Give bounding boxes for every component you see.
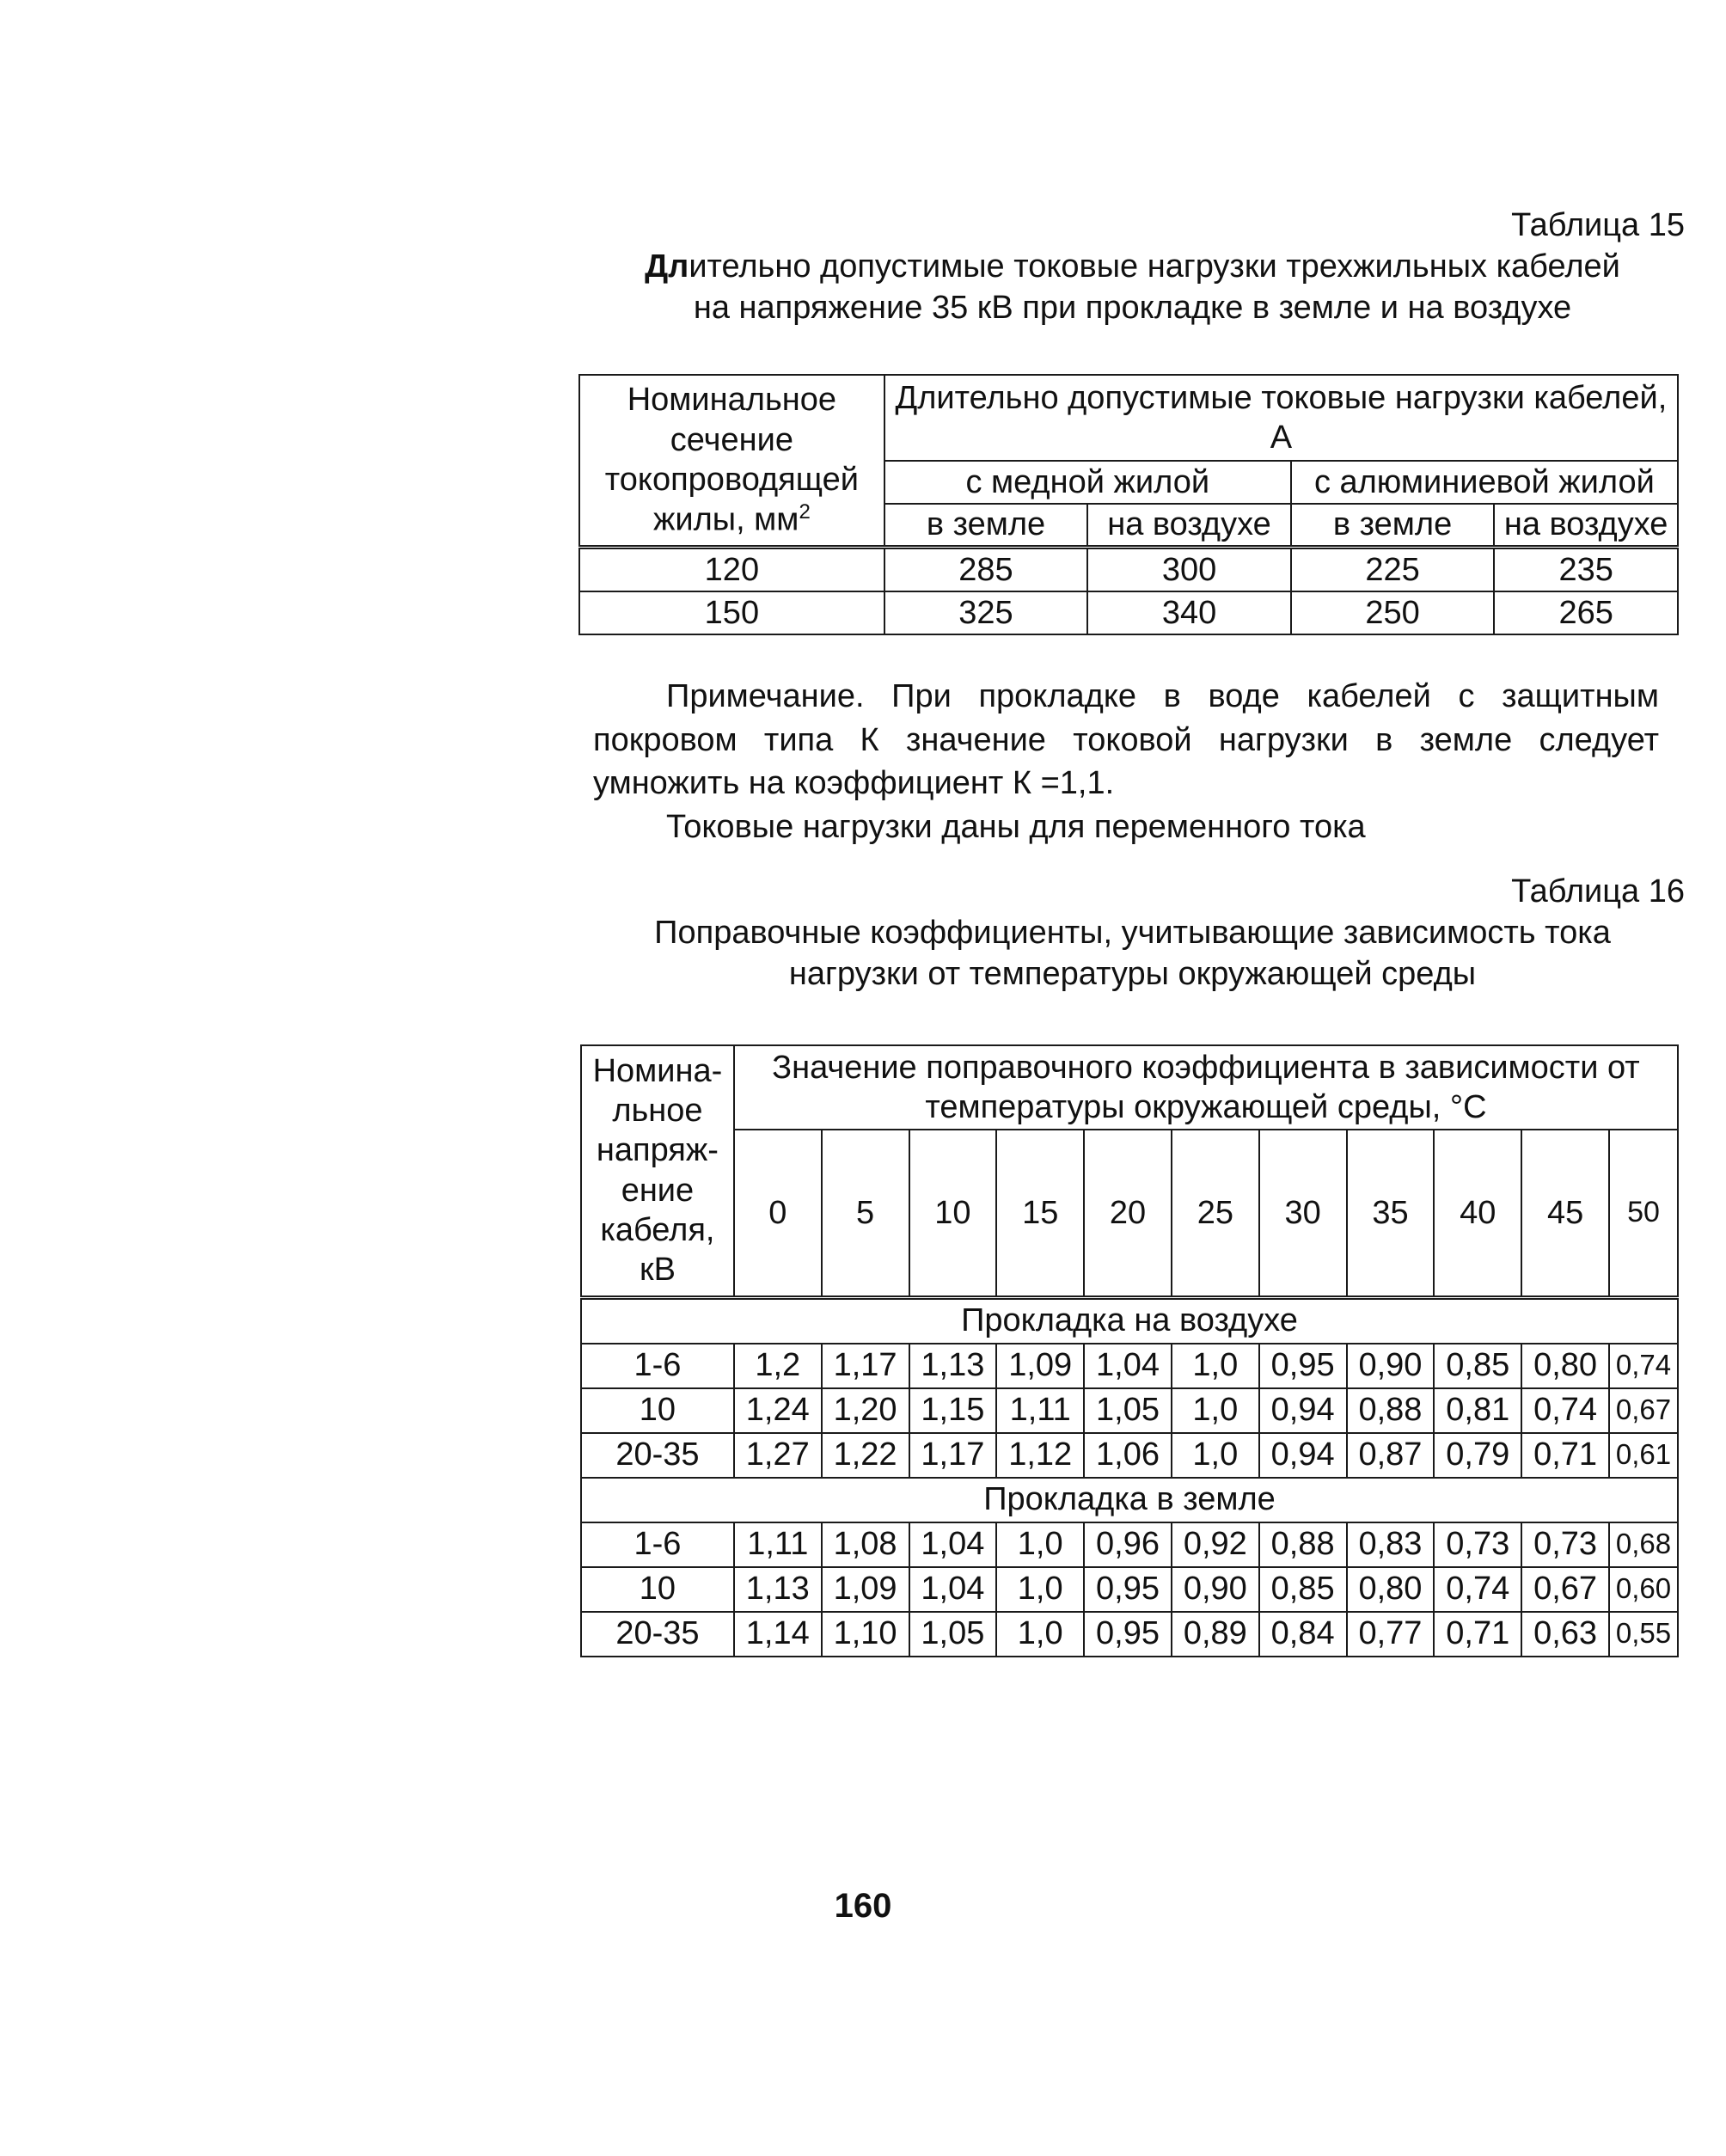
table16-coef-cell: 1,0: [996, 1522, 1084, 1567]
table16-voltage-cell: 20-35: [581, 1433, 734, 1478]
table16-coef-cell: 0,90: [1172, 1567, 1259, 1612]
table15-cell: 225: [1291, 547, 1494, 591]
table15-title-line1: ительно допустимые токовые нагрузки трехжильных кабелей: [689, 248, 1620, 285]
table16-coef-cell: 0,95: [1259, 1344, 1347, 1388]
table16-voltage-cell: 10: [581, 1388, 734, 1433]
table16-heading: [580, 873, 1685, 995]
table16-coef-cell: 1,10: [822, 1612, 909, 1657]
table16-coef-cell: 1,24: [734, 1388, 822, 1433]
table16-coef-cell: 1,08: [822, 1522, 909, 1567]
table16: [580, 1044, 1679, 1657]
table16-coef-cell: 0,67: [1521, 1567, 1609, 1612]
table16-coef-cell: 1,11: [734, 1522, 822, 1567]
table15-cell: 300: [1087, 547, 1291, 591]
table16-coef-cell: 0,71: [1434, 1612, 1521, 1657]
table-row: [581, 1567, 1678, 1612]
table15-cell: 325: [884, 591, 1087, 634]
table16-coef-cell: 0,94: [1259, 1388, 1347, 1433]
table15-header-air: на воздухе: [1494, 504, 1678, 547]
table16-header-temp: 50: [1609, 1130, 1678, 1297]
table16-coef-cell: 1,0: [1172, 1388, 1259, 1433]
table16-coef-cell: 1,04: [909, 1522, 997, 1567]
table15-cell: 265: [1494, 591, 1678, 634]
table16-header-temp: 30: [1259, 1130, 1347, 1297]
table16-coef-cell: 0,73: [1521, 1522, 1609, 1567]
table16-coef-cell: 0,80: [1347, 1567, 1435, 1612]
table15-heading: [580, 206, 1685, 329]
table16-coef-cell: 1,20: [822, 1388, 909, 1433]
table15-title-bold: Дл: [645, 248, 689, 285]
table16-header-temp: 10: [909, 1130, 997, 1297]
table16-header-temp: 25: [1172, 1130, 1259, 1297]
table16-coef-cell: 0,88: [1259, 1522, 1347, 1567]
table16-coef-cell: 0,60: [1609, 1567, 1678, 1612]
table16-coef-cell: 0,94: [1259, 1433, 1347, 1478]
table-row: [581, 1522, 1678, 1567]
page-number: 160: [834, 1887, 892, 1925]
table16-coef-cell: 0,74: [1521, 1388, 1609, 1433]
table16-coef-cell: 0,90: [1347, 1344, 1435, 1388]
table16-coef-cell: 0,92: [1172, 1522, 1259, 1567]
table-row: [581, 1388, 1678, 1433]
table16-coef-cell: 1,11: [996, 1388, 1084, 1433]
table16-voltage-cell: 20-35: [581, 1612, 734, 1657]
table15-cell: 150: [579, 591, 884, 634]
table16-coef-cell: 1,05: [1084, 1388, 1172, 1433]
table16-number: Таблица 16: [1511, 873, 1685, 910]
table16-coef-cell: 1,0: [1172, 1344, 1259, 1388]
table15-header-aluminum: с алюминиевой жилой: [1291, 461, 1678, 504]
table16-voltage-cell: 1-6: [581, 1344, 734, 1388]
table16-voltage-cell: 1-6: [581, 1522, 734, 1567]
table16-header-temp: 15: [996, 1130, 1084, 1297]
table16-section-label: Прокладка на воздухе: [581, 1297, 1678, 1344]
table16-coef-cell: 0,71: [1521, 1433, 1609, 1478]
table16-coef-cell: 0,88: [1347, 1388, 1435, 1433]
table16-coef-cell: 0,81: [1434, 1388, 1521, 1433]
table16-header-voltage: Номина-льное напряж-ение кабеля, кВ: [581, 1045, 734, 1297]
table15-title: [580, 246, 1685, 329]
table16-header-temp: 45: [1521, 1130, 1609, 1297]
table16-coef-cell: 0,61: [1609, 1433, 1678, 1478]
table16-header-temp: 35: [1347, 1130, 1435, 1297]
table16-coef-cell: 1,0: [996, 1612, 1084, 1657]
table16-coef-cell: 0,74: [1434, 1567, 1521, 1612]
table16-header-coef: Значение поправочного коэффициента в зависимости от температуры окружающей среды, °С: [734, 1045, 1678, 1130]
table16-body: [581, 1297, 1678, 1657]
table16-coef-cell: 0,87: [1347, 1433, 1435, 1478]
table16-coef-cell: 1,2: [734, 1344, 822, 1388]
table16-coef-cell: 1,13: [909, 1344, 997, 1388]
table16-title-line1: Поправочные коэффициенты, учитывающие зависимость тока: [654, 914, 1611, 951]
table15-title-line2: на напряжение 35 кВ при прокладке в земле и на воздухе: [693, 290, 1572, 327]
table16-coef-cell: 0,84: [1259, 1612, 1347, 1657]
table16-coef-cell: 1,09: [822, 1567, 909, 1612]
table16-section-row: [581, 1478, 1678, 1522]
table16-coef-cell: 0,74: [1609, 1344, 1678, 1388]
table15-header-copper: с медной жилой: [884, 461, 1291, 504]
table16-coef-cell: 1,04: [1084, 1344, 1172, 1388]
table15-header-ground: в земле: [884, 504, 1087, 547]
table-row: [579, 591, 1678, 634]
table16-title: [580, 912, 1685, 995]
table16-coef-cell: 0,73: [1434, 1522, 1521, 1567]
table16-coef-cell: 1,13: [734, 1567, 822, 1612]
table16-coef-cell: 0,79: [1434, 1433, 1521, 1478]
table16-section-label: Прокладка в земле: [581, 1478, 1678, 1522]
table15-header-loads: Длительно допустимые токовые нагрузки кабелей, А: [884, 375, 1678, 461]
table16-coef-cell: 0,95: [1084, 1612, 1172, 1657]
table16-coef-cell: 0,85: [1259, 1567, 1347, 1612]
table-row: [581, 1612, 1678, 1657]
table16-coef-cell: 0,85: [1434, 1344, 1521, 1388]
table-row: [579, 547, 1678, 591]
table16-header-temp: 0: [734, 1130, 822, 1297]
table15-cell: 250: [1291, 591, 1494, 634]
table15-note: [593, 675, 1659, 848]
table16-coef-cell: 1,17: [909, 1433, 997, 1478]
table15-header-section: Номинальное сечение токопроводящей жилы, $мм^2$: [579, 375, 884, 547]
table16-coef-cell: 0,89: [1172, 1612, 1259, 1657]
table16-coef-cell: 1,14: [734, 1612, 822, 1657]
table-row: [581, 1344, 1678, 1388]
table15: [578, 374, 1679, 635]
table16-coef-cell: 1,06: [1084, 1433, 1172, 1478]
table15-cell: 120: [579, 547, 884, 591]
table16-coef-cell: 1,27: [734, 1433, 822, 1478]
table16-coef-cell: 1,04: [909, 1567, 997, 1612]
table16-voltage-cell: 10: [581, 1567, 734, 1612]
table16-coef-cell: 1,17: [822, 1344, 909, 1388]
table15-header-ground: в земле: [1291, 504, 1494, 547]
table16-title-line2: нагрузки от температуры окружающей среды: [788, 956, 1477, 993]
table16-coef-cell: 0,63: [1521, 1612, 1609, 1657]
table16-coef-cell: 0,96: [1084, 1522, 1172, 1567]
table16-coef-cell: 1,09: [996, 1344, 1084, 1388]
table16-header-temp: 20: [1084, 1130, 1172, 1297]
table16-coef-cell: 1,0: [1172, 1433, 1259, 1478]
table16-coef-cell: 1,15: [909, 1388, 997, 1433]
note-text-2: Токовые нагрузки даны для переменного тока: [666, 808, 1366, 845]
table16-coef-cell: 0,83: [1347, 1522, 1435, 1567]
table16-coef-cell: 0,77: [1347, 1612, 1435, 1657]
table16-header-temp: 5: [822, 1130, 909, 1297]
table15-number: Таблица 15: [1511, 207, 1685, 243]
table16-coef-cell: 0,55: [1609, 1612, 1678, 1657]
note-text: Примечание. При прокладке в воде кабелей с защитным покровом типа К значение токовой нагрузки в земле следует умножить на коэффициент К =1,1.: [593, 678, 1659, 802]
table16-coef-cell: 1,12: [996, 1433, 1084, 1478]
table16-coef-cell: 0,68: [1609, 1522, 1678, 1567]
table16-coef-cell: 1,0: [996, 1567, 1084, 1612]
table16-header-temp: 40: [1434, 1130, 1521, 1297]
table16-coef-cell: 0,80: [1521, 1344, 1609, 1388]
table16-section-row: [581, 1297, 1678, 1344]
table15-cell: 285: [884, 547, 1087, 591]
table15-header-air: на воздухе: [1087, 504, 1291, 547]
table15-cell: 235: [1494, 547, 1678, 591]
table16-coef-cell: 0,67: [1609, 1388, 1678, 1433]
table16-coef-cell: 1,05: [909, 1612, 997, 1657]
table15-cell: 340: [1087, 591, 1291, 634]
table16-coef-cell: 0,95: [1084, 1567, 1172, 1612]
table16-coef-cell: 1,22: [822, 1433, 909, 1478]
table-row: [581, 1433, 1678, 1478]
